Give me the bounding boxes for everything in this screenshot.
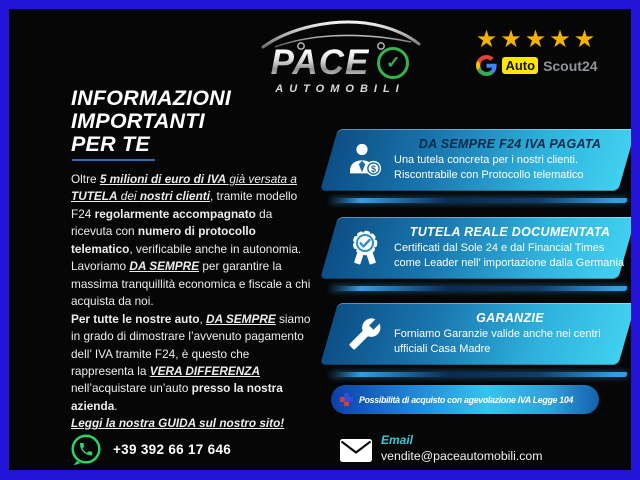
email-icon[interactable] (339, 438, 373, 468)
card-tutela-documentata (320, 217, 631, 279)
whatsapp-contact[interactable] (67, 431, 105, 470)
card-line: Una tutela concreta per i nostri clienti. (394, 154, 579, 167)
review-sources (457, 55, 617, 76)
google-icon (476, 55, 497, 76)
card-line: ufficiali Casa Madre (394, 343, 491, 355)
autoscout24-scout-label: Scout24 (543, 57, 598, 74)
card-glow-strip (330, 286, 627, 291)
card-title: DA SEMPRE F24 IVA PAGATA (418, 137, 602, 152)
email-label: Email (381, 433, 414, 447)
card-garanzie (320, 303, 631, 365)
brand-subtitle: AUTOMOBILI (275, 83, 405, 95)
card-line: Riscontrabile con Protocollo telematico (394, 169, 584, 181)
brand-name: PACE (270, 43, 370, 82)
green-check-icon: ✓ (377, 47, 409, 79)
banner-label: Possibilità di acquisto con agevolazione IVA Legge 104 (359, 394, 574, 405)
card-title: GARANZIE (476, 311, 544, 326)
card-title: TUTELA REALE DOCUMENTATA (409, 225, 611, 240)
page-title: INFORMAZIONI IMPORTANTI PER TE (71, 86, 232, 156)
autoscout24-auto-badge: Auto (502, 57, 538, 74)
businessman-dollar-icon (345, 140, 385, 180)
info-paragraph: Oltre 5 milioni di euro di IVA già versata a TUTELA dei nostri clienti, tramite modello F24 regolarmente accompagnato da ricevuta con numero di protocollo telematico, verificabile anche in autonomia. Lavoriamo DA SEMPRE per garantire la massima tranquillità economica e fiscale a chi acquista da noi. Per tutte le nostre auto, DA SEMPRE siamo in grado di dimostrare l’avvenuto pagamento dell’ IVA tramite F24, è questo che rappresenta la VERA DIFFERENZA nell’acquistare un’auto presso la nostra azienda. Leggi la nostra GUIDA sul nostro sito! (71, 172, 311, 431)
card-f24-iva-pagata (320, 129, 631, 191)
wrench-icon (345, 317, 385, 351)
card-line: Certificati dal Sole 24 e dal Financial Times (394, 242, 605, 255)
phone-number[interactable]: +39 392 66 17 646 (113, 442, 232, 457)
flyer-background (9, 9, 631, 470)
email-address[interactable]: vendite@paceautomobili.com (381, 449, 543, 463)
card-line: come Leader nell’ importazione dalla Germania (394, 257, 625, 269)
five-star-rating: ★★★★★ (475, 26, 599, 53)
card-glow-strip (330, 372, 627, 377)
svg-text:$: $ (370, 164, 377, 174)
title-underline (72, 159, 155, 161)
card-glow-strip (330, 198, 627, 203)
whatsapp-icon (67, 431, 105, 469)
legge-104-banner (331, 385, 599, 414)
rosette-check-icon (345, 228, 385, 268)
card-line: Forniamo Garanzie valide anche nei centri (394, 328, 601, 341)
brand-logo (235, 17, 445, 95)
medical-cross-icon (339, 392, 354, 407)
